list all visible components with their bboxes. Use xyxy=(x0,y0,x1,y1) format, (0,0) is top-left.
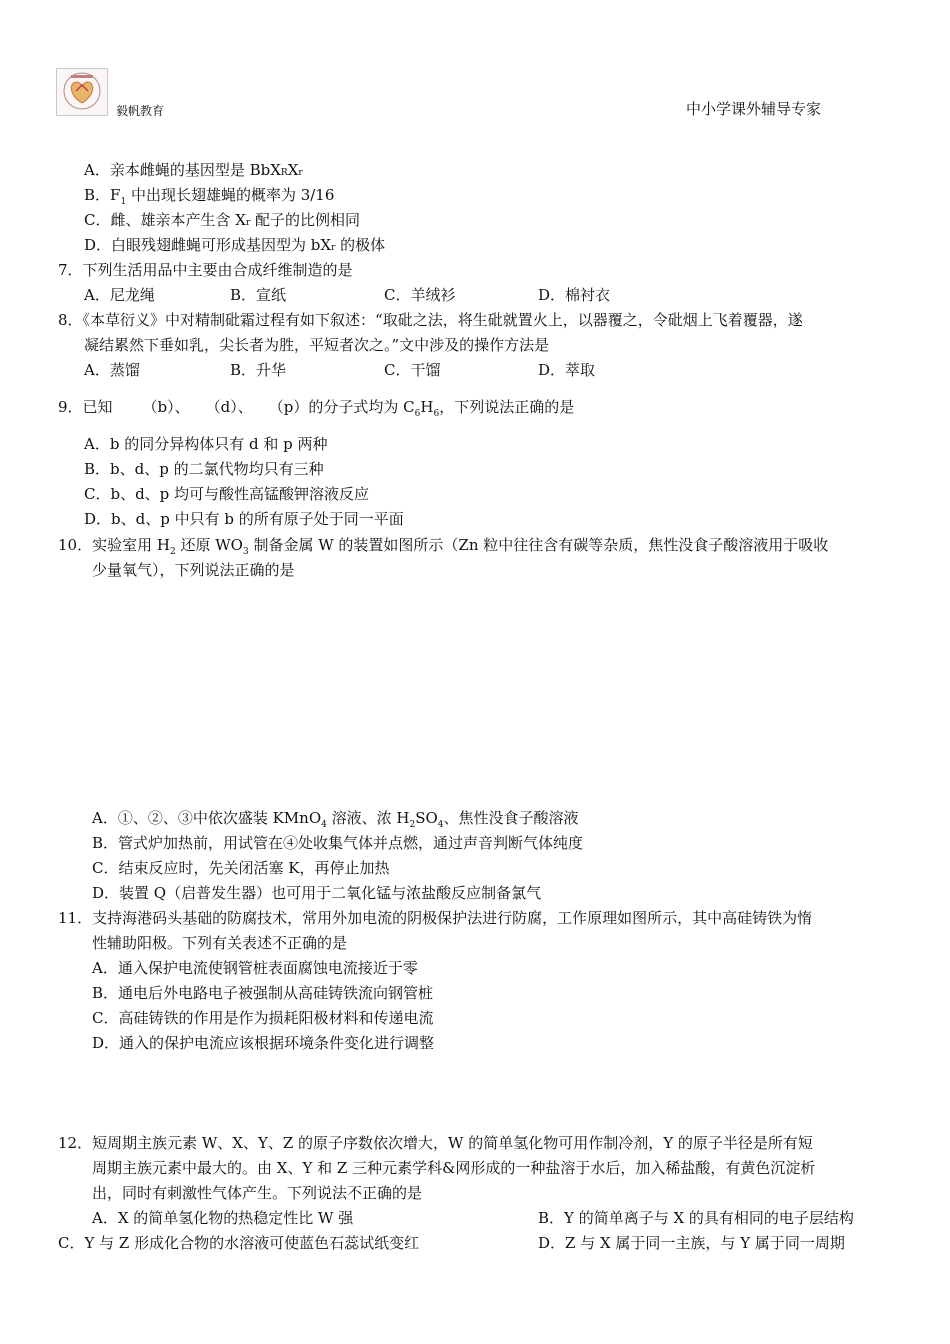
q9-option-c: C．b、d、p 均可与酸性高锰酸钾溶液反应 xyxy=(84,485,370,503)
q11-option-c: C．高硅铸铁的作用是作为损耗阳极材料和传递电流 xyxy=(92,1009,434,1027)
q11-stem-line2: 性辅助阳极。下列有关表述不正确的是 xyxy=(92,934,348,952)
q11-stem-line1: 11．支持海港码头基础的防腐技术，常用外加电流的阴极保护法进行防腐，工作原理如图所示，其中高硅铸铁为惰 xyxy=(58,909,813,927)
q8-option-a: A．蒸馏 xyxy=(84,361,140,379)
q10-stem-line2: 少量氧气），下列说法正确的是 xyxy=(92,561,295,579)
q7-option-b: B．宣纸 xyxy=(230,286,287,304)
q12-stem-line3: 出，同时有刺激性气体产生。下列说法不正确的是 xyxy=(92,1184,423,1202)
q11-option-d: D．通入的保护电流应该根据环境条件变化进行调整 xyxy=(92,1034,435,1052)
q10-option-c: C．结束反应时，先关闭活塞 K，再停止加热 xyxy=(92,859,390,877)
q6-option-b: B．$F_1$ 中出现长翅雄蝇的概率为 3/16 xyxy=(84,186,335,207)
q7-option-d: D．棉衬衣 xyxy=(538,286,611,304)
q12-option-b: B．Y 的简单离子与 X 的具有相同的电子层结构 xyxy=(538,1209,854,1227)
q8-stem-line2: 凝结累然下垂如乳，尖长者为胜，平短者次之。”文中涉及的操作方法是 xyxy=(84,336,550,354)
q11-option-a: A．通入保护电流使钢管桩表面腐蚀电流接近于零 xyxy=(92,959,418,977)
q8-option-c: C．干馏 xyxy=(384,361,441,379)
q6-option-c: C．雌、雄亲本产生含 Xr 配子的比例相同 xyxy=(84,211,361,229)
q7-option-a: A．尼龙绳 xyxy=(84,286,155,304)
q10-option-d: D．装置 Q（启普发生器）也可用于二氧化锰与浓盐酸反应制备氯气 xyxy=(92,884,542,902)
q12-option-a: A．X 的简单氢化物的热稳定性比 W 强 xyxy=(92,1209,354,1227)
q12-stem-line1: 12．短周期主族元素 W、X、Y、Z 的原子序数依次增大，W 的简单氢化物可用作制冷剂，Y 的原子半径是所有短 xyxy=(58,1134,813,1152)
q8-stem-line1: 8．《本草衍义》中对精制砒霜过程有如下叙述：“取砒之法，将生砒就置火上，以器覆之，令砒烟上飞着覆器，遂 xyxy=(58,311,803,329)
q9-option-b: B．b、d、p 的二氯代物均只有三种 xyxy=(84,460,324,478)
q8-option-b: B．升华 xyxy=(230,361,287,379)
q6-option-d: D．白眼残翅雌蝇可形成基因型为 bXr 的极体 xyxy=(84,236,386,254)
q7-option-c: C．羊绒衫 xyxy=(384,286,456,304)
school-logo-heart-icon xyxy=(57,69,107,115)
brand-name: 毅帆教育 xyxy=(116,104,165,118)
q10-option-a: A．①、②、③中依次盛装 KMnO$_4$ 溶液、浓 $H_2SO_4$、焦性没食子酸溶液 xyxy=(92,809,579,830)
q7-stem: 7．下列生活用品中主要由合成纤维制造的是 xyxy=(58,261,353,279)
header-tagline: 中小学课外辅导专家 xyxy=(686,100,822,118)
q11-option-b: B．通电后外电路电子被强制从高硅铸铁流向钢管桩 xyxy=(92,984,434,1002)
school-logo xyxy=(56,68,108,116)
q12-option-c: C．Y 与 Z 形成化合物的水溶液可使蓝色石蕊试纸变红 xyxy=(58,1234,420,1252)
q12-stem-line2: 周期主族元素中最大的。由 X、Y 和 Z 三种元素学科&网形成的一种盐溶于水后，加入稀盐酸，有黄色沉淀析 xyxy=(92,1159,816,1177)
q8-option-d: D．萃取 xyxy=(538,361,596,379)
q10-option-b: B．管式炉加热前，用试管在④处收集气体并点燃，通过声音判断气体纯度 xyxy=(92,834,584,852)
q9-stem: 9．已知 （b）、 （d）、 （p）的分子式均为 $C_6H_6$，下列说法正确的是 xyxy=(58,398,575,419)
q10-stem-line1: 10．实验室用 $H_2$ 还原 $WO_3$ 制备金属 W 的装置如图所示（Zn 粒中往往含有碳等杂质，焦性没食子酸溶液用于吸收 xyxy=(58,536,829,557)
q6-option-a: A．亲本雌蝇的基因型是 BbXRXr xyxy=(84,161,303,179)
q9-option-d: D．b、d、p 中只有 b 的所有原子处于同一平面 xyxy=(84,510,404,528)
q9-option-a: A．b 的同分异构体只有 d 和 p 两种 xyxy=(84,435,328,453)
q12-option-d: D．Z 与 X 属于同一主族，与 Y 属于同一周期 xyxy=(538,1234,845,1252)
